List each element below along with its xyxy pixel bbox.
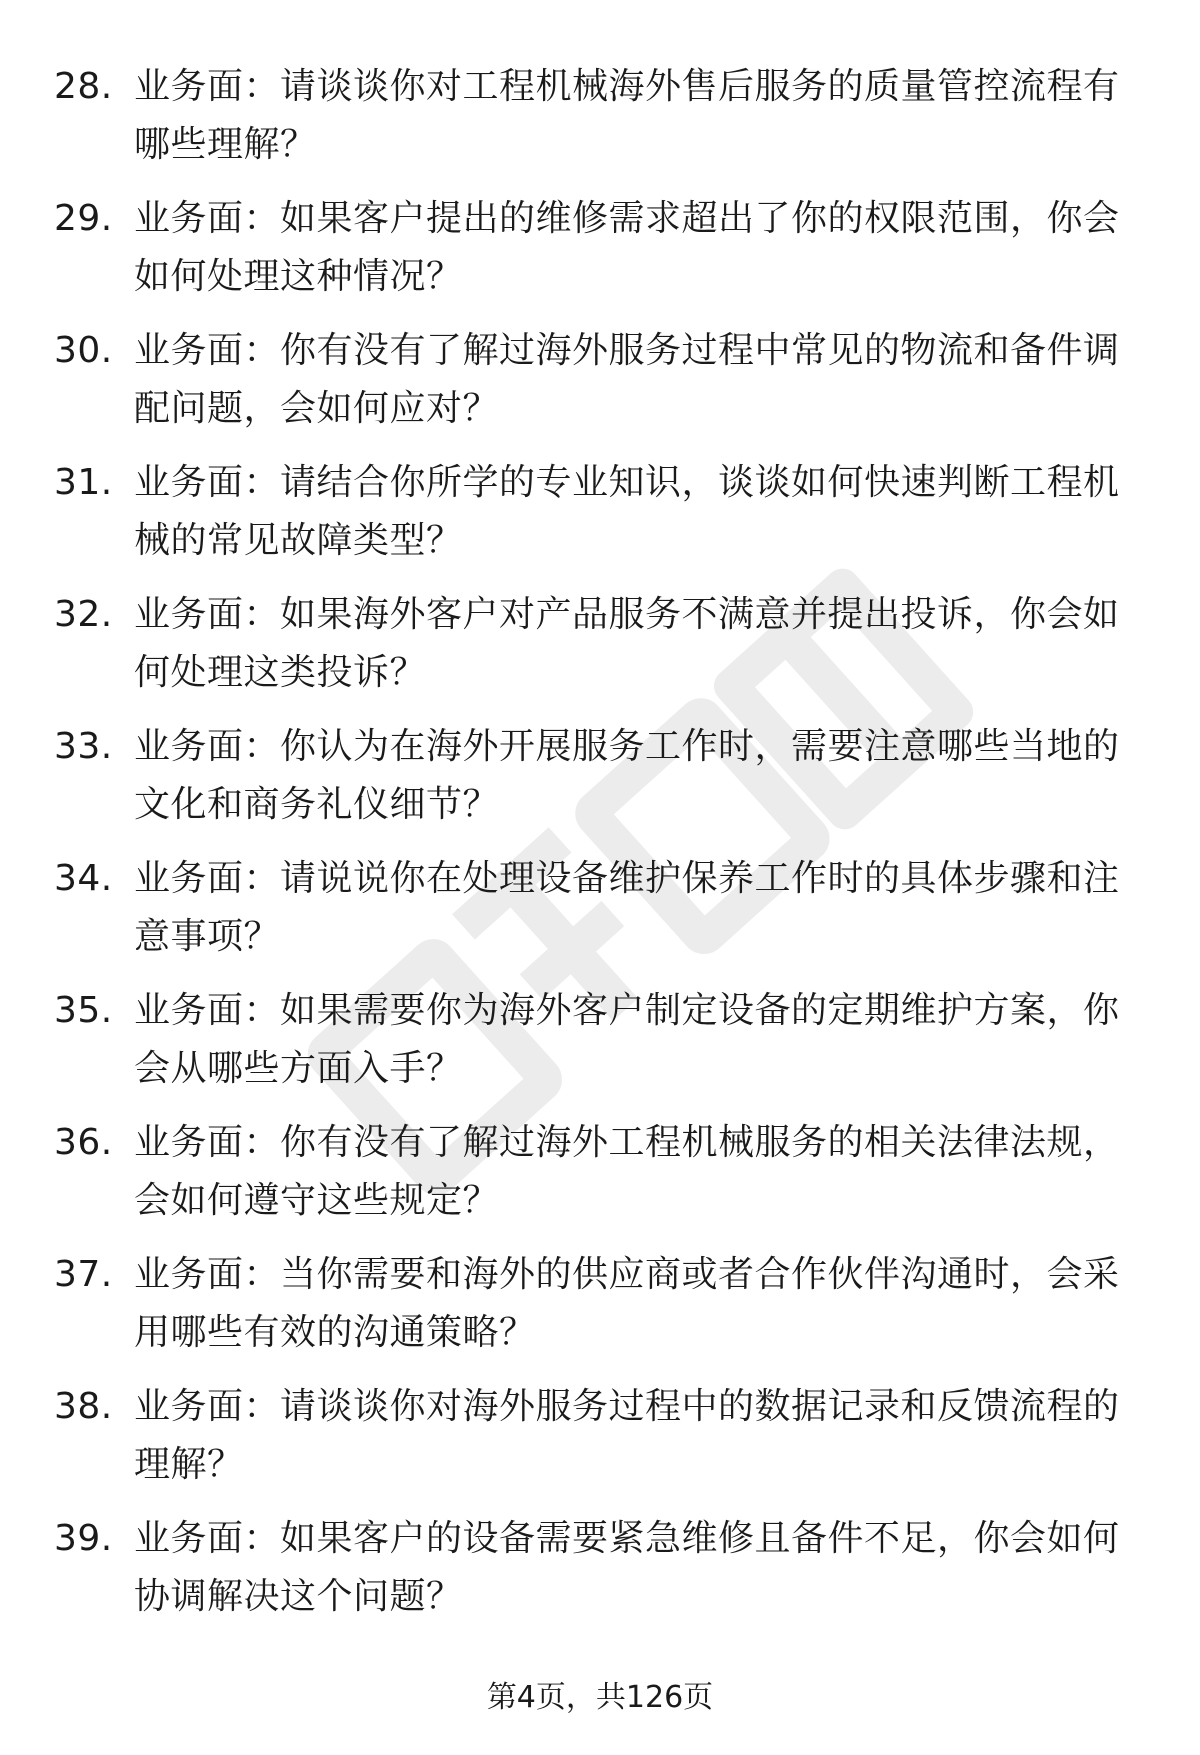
- question-item: [54, 1114, 1154, 1246]
- question-number: 35.: [54, 990, 113, 1031]
- question-list: [54, 58, 1154, 1642]
- question-text: 业务面：当你需要和海外的供应商或者合作伙伴沟通时，会采用哪些有效的沟通策略？: [134, 1254, 1120, 1353]
- question-text: 业务面：请谈谈你对海外服务过程中的数据记录和反馈流程的理解？: [134, 1386, 1120, 1485]
- question-item: [54, 190, 1154, 322]
- question-item: [54, 454, 1154, 586]
- question-text: 业务面：你有没有了解过海外服务过程中常见的物流和备件调配问题，会如何应对？: [134, 330, 1120, 429]
- page-indicator: 第4页，共126页: [486, 1680, 714, 1715]
- question-item: [54, 850, 1154, 982]
- question-text: 业务面：如果客户提出的维修需求超出了你的权限范围，你会如何处理这种情况？: [134, 198, 1120, 297]
- question-number: 39.: [54, 1518, 113, 1559]
- question-number: 32.: [54, 594, 113, 635]
- question-text: 业务面：你认为在海外开展服务工作时，需要注意哪些当地的文化和商务礼仪细节？: [134, 726, 1120, 825]
- question-item: [54, 1510, 1154, 1642]
- question-text: 业务面：如果客户的设备需要紧急维修且备件不足，你会如何协调解决这个问题？: [134, 1518, 1120, 1617]
- question-number: 30.: [54, 330, 113, 371]
- question-number: 29.: [54, 198, 113, 239]
- question-number: 37.: [54, 1254, 113, 1295]
- question-text: 业务面：请结合你所学的专业知识，谈谈如何快速判断工程机械的常见故障类型？: [134, 462, 1120, 561]
- question-text: 业务面：请谈谈你对工程机械海外售后服务的质量管控流程有哪些理解？: [134, 66, 1120, 165]
- question-item: [54, 1246, 1154, 1378]
- question-number: 33.: [54, 726, 113, 767]
- question-number: 36.: [54, 1122, 113, 1163]
- question-number: 31.: [54, 462, 113, 503]
- question-number: 38.: [54, 1386, 113, 1427]
- question-text: 业务面：如果需要你为海外客户制定设备的定期维护方案，你会从哪些方面入手？: [134, 990, 1120, 1089]
- question-number: 28.: [54, 66, 113, 107]
- question-item: [54, 718, 1154, 850]
- question-item: [54, 586, 1154, 718]
- question-text: 业务面：请说说你在处理设备维护保养工作时的具体步骤和注意事项？: [134, 858, 1120, 957]
- question-item: [54, 1378, 1154, 1510]
- question-text: 业务面：如果海外客户对产品服务不满意并提出投诉，你会如何处理这类投诉？: [134, 594, 1120, 693]
- question-item: [54, 58, 1154, 190]
- question-number: 34.: [54, 858, 113, 899]
- question-text: 业务面：你有没有了解过海外工程机械服务的相关法律法规，会如何遵守这些规定？: [134, 1122, 1120, 1221]
- question-item: [54, 322, 1154, 454]
- question-item: [54, 982, 1154, 1114]
